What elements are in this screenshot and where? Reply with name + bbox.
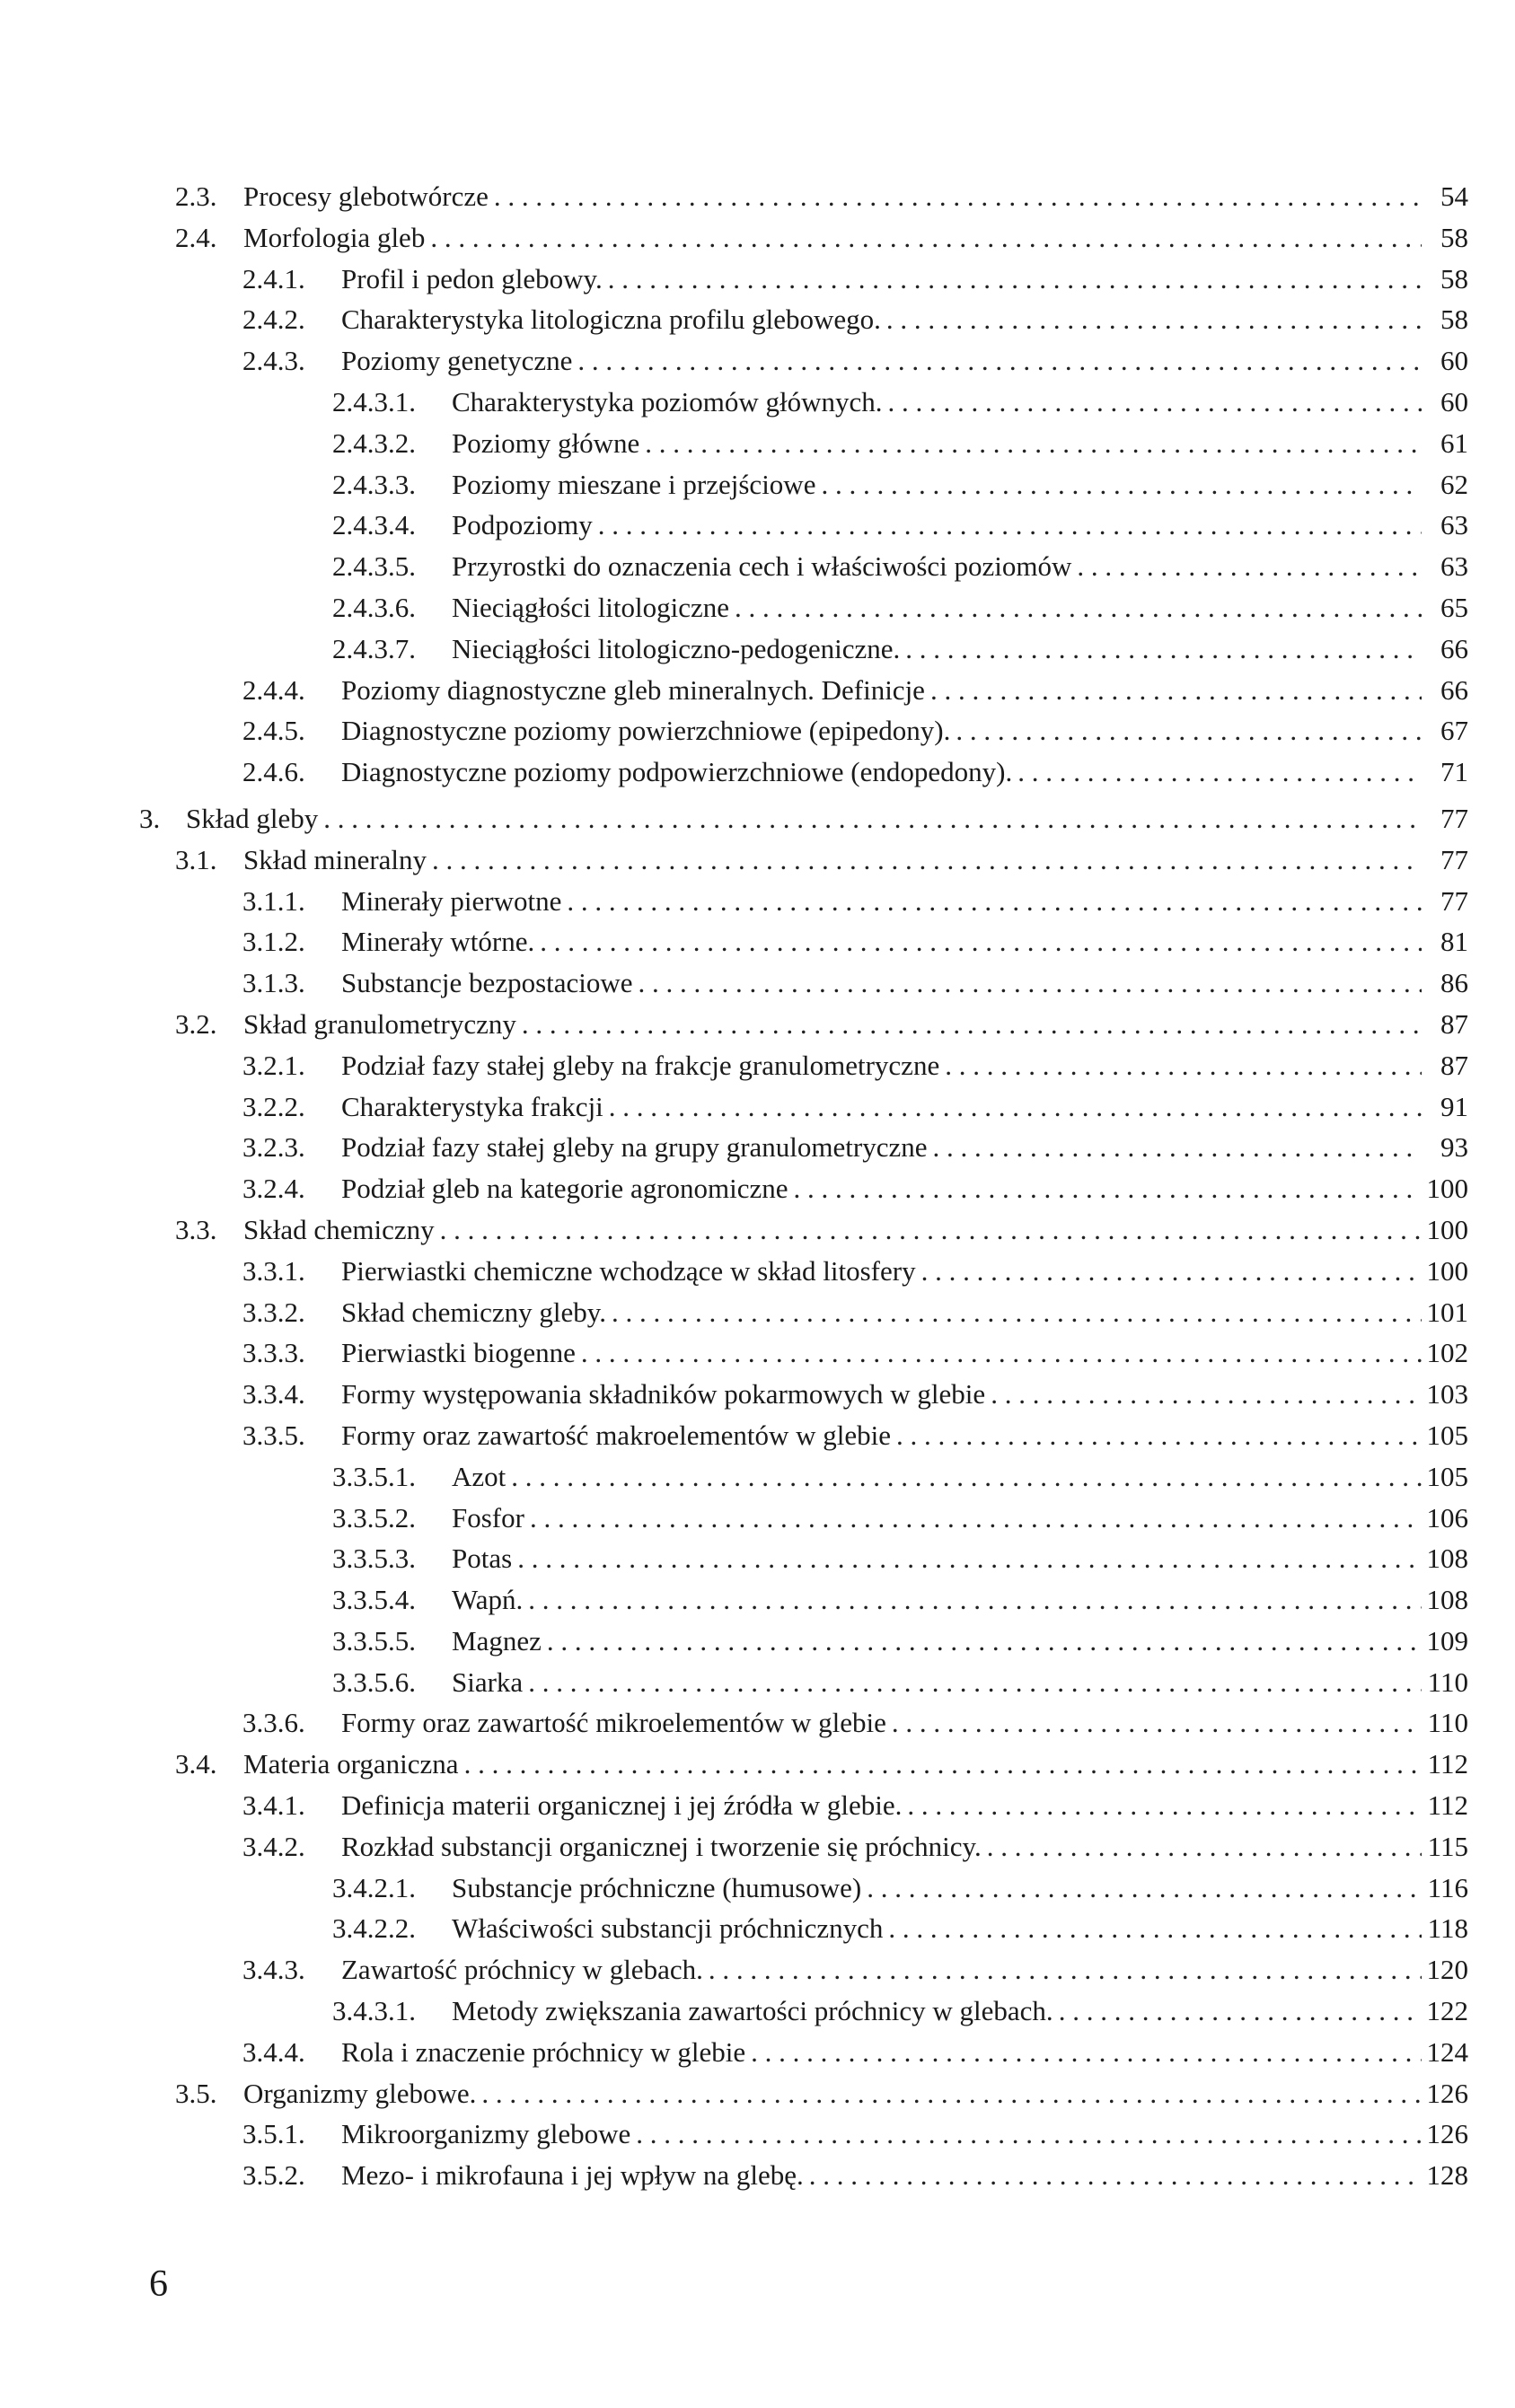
toc-entry-page: 118 (1427, 1912, 1468, 1945)
toc-entry-page: 103 (1426, 1378, 1468, 1411)
toc-entry-page: 100 (1426, 1254, 1468, 1287)
toc-entry-title: Przyrostki do oznaczenia cech i właściwości poziomów (452, 550, 1072, 583)
dot-leader (598, 505, 1422, 546)
toc-entry-page: 112 (1427, 1748, 1468, 1780)
toc-entry-number: 2.4.4. (242, 673, 305, 706)
toc-entry (139, 751, 1468, 793)
toc-entry-page: 87 (1440, 1007, 1468, 1040)
toc-entry-number: 3.1. (175, 843, 217, 875)
toc-entry-page: 112 (1427, 1789, 1468, 1822)
toc-entry-page: 116 (1427, 1871, 1468, 1903)
toc-entry (139, 2114, 1468, 2155)
toc-entry-page: 91 (1440, 1090, 1468, 1122)
toc-entry-title: Substancje bezpostaciowe (341, 967, 633, 999)
dot-leader (528, 1579, 1421, 1621)
table-of-contents (139, 176, 1468, 2196)
toc-entry-title: Rozkład substancji organicznej i tworzenie się próchnicy. (341, 1830, 982, 1862)
toc-entry (139, 1621, 1468, 1662)
toc-entry (139, 1744, 1468, 1785)
toc-entry-title: Wapń. (452, 1584, 524, 1616)
toc-entry-title: Charakterystyka frakcji (341, 1090, 603, 1122)
dot-leader (888, 382, 1422, 423)
toc-entry-number: 2.4.3.3. (332, 468, 416, 500)
toc-entry (139, 2073, 1468, 2114)
dot-leader (867, 1868, 1422, 1909)
dot-leader (794, 1168, 1422, 1209)
toc-entry-title: Poziomy mieszane i przejściowe (452, 468, 816, 500)
toc-entry-page: 108 (1426, 1542, 1468, 1575)
toc-entry-page: 102 (1426, 1337, 1468, 1369)
dot-leader (930, 670, 1422, 711)
toc-entry (139, 1702, 1468, 1744)
toc-entry-number: 3.3.6. (242, 1707, 305, 1739)
toc-entry (139, 710, 1468, 751)
toc-entry (139, 1949, 1468, 1991)
toc-entry-number: 2.4. (175, 221, 217, 253)
toc-entry-page: 126 (1426, 2118, 1468, 2150)
toc-entry-number: 3.1.1. (242, 884, 305, 917)
toc-entry-page: 120 (1426, 1954, 1468, 1986)
toc-entry-number: 3.4.3.1. (332, 1995, 416, 2027)
toc-entry-title: Skład chemiczny gleby. (341, 1296, 606, 1328)
toc-entry (139, 628, 1468, 670)
dot-leader (530, 1498, 1422, 1539)
dot-leader (896, 1415, 1421, 1456)
toc-entry-title: Podział fazy stałej gleby na frakcje granulometryczne (341, 1049, 940, 1081)
toc-entry-page: 110 (1427, 1707, 1468, 1739)
toc-entry-number: 2.3. (175, 180, 217, 212)
toc-entry-number: 3.4.2. (242, 1830, 305, 1862)
toc-entry (139, 1826, 1468, 1868)
dot-leader (991, 1374, 1421, 1415)
toc-entry-title: Diagnostyczne poziomy powierzchniowe (epipedony). (341, 715, 951, 747)
toc-entry (139, 382, 1468, 423)
toc-entry-title: Minerały pierwotne (341, 884, 562, 917)
toc-entry (139, 1086, 1468, 1128)
dot-leader (636, 2114, 1421, 2155)
toc-entry-number: 3.5.2. (242, 2159, 305, 2192)
toc-entry-page: 71 (1440, 756, 1468, 788)
toc-entry-title: Substancje próchniczne (humusowe) (452, 1871, 862, 1903)
dot-leader (645, 423, 1422, 464)
toc-entry-page: 128 (1426, 2159, 1468, 2192)
toc-entry-page: 67 (1440, 715, 1468, 747)
toc-entry (139, 670, 1468, 711)
toc-entry-page: 101 (1426, 1296, 1468, 1328)
dot-leader (547, 1621, 1422, 1662)
dot-leader (528, 1662, 1422, 1703)
dot-leader (432, 839, 1422, 881)
dot-leader (809, 2155, 1422, 2196)
toc-entry (139, 962, 1468, 1004)
toc-entry-title: Skład granulometryczny (243, 1007, 516, 1040)
dot-leader (639, 962, 1422, 1004)
toc-entry-title: Skład chemiczny (243, 1213, 435, 1245)
toc-entry-number: 3.3.5.3. (332, 1542, 416, 1575)
toc-entry-number: 2.4.1. (242, 262, 305, 294)
toc-entry-number: 3.2.4. (242, 1173, 305, 1205)
dot-leader (609, 1086, 1422, 1128)
dot-leader (1017, 751, 1422, 793)
toc-entry-page: 66 (1440, 632, 1468, 664)
toc-entry (139, 464, 1468, 505)
toc-entry (139, 1538, 1468, 1579)
toc-entry (139, 1004, 1468, 1045)
dot-leader (577, 340, 1422, 382)
toc-entry-page: 61 (1440, 426, 1468, 459)
toc-entry-title: Magnez (452, 1624, 542, 1657)
toc-entry-page: 58 (1440, 221, 1468, 253)
toc-entry-number: 2.4.3.1. (332, 385, 416, 417)
toc-entry-page: 126 (1426, 2077, 1468, 2109)
toc-entry (139, 587, 1468, 628)
toc-entry-page: 106 (1426, 1501, 1468, 1534)
toc-entry-title: Podział fazy stałej gleby na grupy granulometryczne (341, 1131, 928, 1164)
toc-entry-title: Definicja materii organicznej i jej źródła w glebie. (341, 1789, 903, 1822)
toc-entry (139, 1991, 1468, 2032)
toc-entry-number: 3.3.2. (242, 1296, 305, 1328)
toc-entry-page: 100 (1426, 1213, 1468, 1245)
toc-entry (139, 798, 1468, 839)
toc-entry-page: 115 (1427, 1830, 1468, 1862)
toc-entry (139, 1332, 1468, 1374)
toc-entry-number: 3.2. (175, 1007, 217, 1040)
toc-entry-title: Organizmy glebowe. (243, 2077, 477, 2109)
dot-leader (907, 1785, 1422, 1826)
dot-leader (987, 1826, 1422, 1868)
toc-entry-number: 3.3.5.5. (332, 1624, 416, 1657)
toc-entry-title: Siarka (452, 1665, 524, 1698)
toc-entry (139, 1785, 1468, 1826)
dot-leader (511, 1456, 1421, 1498)
toc-entry-page: 87 (1440, 1049, 1468, 1081)
toc-entry-title: Mikroorganizmy glebowe (341, 2118, 631, 2150)
dot-leader (323, 798, 1422, 839)
toc-entry (139, 2155, 1468, 2196)
dot-leader (709, 1949, 1422, 1991)
toc-entry-page: 54 (1440, 180, 1468, 212)
dot-leader (540, 921, 1422, 962)
toc-entry-page: 109 (1426, 1624, 1468, 1657)
toc-entry-title: Formy oraz zawartość makroelementów w glebie (341, 1419, 892, 1451)
toc-entry-page: 122 (1426, 1995, 1468, 2027)
toc-entry-title: Pierwiastki biogenne (341, 1337, 576, 1369)
toc-entry-title: Metody zwiększania zawartości próchnicy w glebach. (452, 1995, 1053, 2027)
toc-entry-title: Właściwości substancji próchnicznych (452, 1912, 884, 1945)
dot-leader (581, 1332, 1422, 1374)
dot-leader (522, 1004, 1422, 1045)
dot-leader (430, 217, 1422, 259)
toc-entry (139, 1251, 1468, 1292)
toc-entry-title: Morfologia gleb (243, 221, 426, 253)
toc-entry-number: 3.3.4. (242, 1378, 305, 1411)
toc-entry (139, 340, 1468, 382)
toc-entry-page: 60 (1440, 385, 1468, 417)
toc-entry-number: 2.4.3.4. (332, 509, 416, 541)
toc-entry-number: 2.4.3. (242, 345, 305, 377)
toc-entry (139, 217, 1468, 259)
dot-leader (888, 1908, 1422, 1949)
toc-entry-title: Potas (452, 1542, 513, 1575)
toc-entry-number: 3.2.2. (242, 1090, 305, 1122)
toc-entry-number: 3.3.5.2. (332, 1501, 416, 1534)
toc-entry-page: 100 (1426, 1173, 1468, 1205)
toc-entry-title: Materia organiczna (243, 1748, 459, 1780)
toc-entry (139, 1498, 1468, 1539)
dot-leader (494, 176, 1422, 217)
dot-leader (751, 2032, 1421, 2073)
toc-entry-page: 65 (1440, 591, 1468, 623)
toc-entry (139, 921, 1468, 962)
toc-entry-title: Poziomy główne (452, 426, 640, 459)
toc-entry (139, 259, 1468, 300)
toc-entry-page: 86 (1440, 967, 1468, 999)
toc-entry-title: Rola i znaczenie próchnicy w glebie (341, 2035, 746, 2068)
toc-entry (139, 1415, 1468, 1456)
toc-entry (139, 1292, 1468, 1333)
toc-entry-number: 3.4.1. (242, 1789, 305, 1822)
toc-entry-title: Nieciągłości litologiczne (452, 591, 730, 623)
toc-entry-number: 3.5. (175, 2077, 217, 2109)
toc-entry-page: 105 (1426, 1419, 1468, 1451)
toc-entry-page: 124 (1426, 2035, 1468, 2068)
toc-entry-page: 66 (1440, 673, 1468, 706)
toc-entry-number: 3.4.3. (242, 1954, 305, 1986)
toc-entry-number: 3.1.2. (242, 926, 305, 958)
toc-entry (139, 299, 1468, 340)
dot-leader (905, 628, 1422, 670)
toc-entry-number: 3.1.3. (242, 967, 305, 999)
toc-entry-page: 93 (1440, 1131, 1468, 1164)
toc-entry-number: 3.3.5. (242, 1419, 305, 1451)
dot-leader (1077, 546, 1422, 587)
dot-leader (612, 1292, 1422, 1333)
toc-entry-title: Diagnostyczne poziomy podpowierzchniowe (endopedony). (341, 756, 1013, 788)
toc-entry (139, 1127, 1468, 1168)
toc-entry-number: 3.5.1. (242, 2118, 305, 2150)
toc-entry-title: Podpoziomy (452, 509, 593, 541)
toc-entry (139, 505, 1468, 546)
toc-entry (139, 546, 1468, 587)
dot-leader (735, 587, 1422, 628)
toc-entry-title: Skład gleby (186, 802, 319, 834)
toc-entry (139, 1168, 1468, 1209)
toc-entry-page: 81 (1440, 926, 1468, 958)
toc-entry-number: 2.4.6. (242, 756, 305, 788)
toc-entry (139, 176, 1468, 217)
toc-entry-page: 58 (1440, 303, 1468, 336)
toc-entry-number: 3.3.1. (242, 1254, 305, 1287)
toc-entry-number: 2.4.3.6. (332, 591, 416, 623)
toc-entry (139, 1374, 1468, 1415)
toc-entry-page: 108 (1426, 1584, 1468, 1616)
page-number: 6 (149, 2263, 168, 2305)
toc-entry-page: 105 (1426, 1460, 1468, 1492)
toc-entry-title: Poziomy genetyczne (341, 345, 573, 377)
toc-entry-title: Formy oraz zawartość mikroelementów w glebie (341, 1707, 886, 1739)
dot-leader (517, 1538, 1421, 1579)
toc-entry-page: 60 (1440, 345, 1468, 377)
toc-entry-page: 63 (1440, 509, 1468, 541)
toc-entry-title: Procesy glebotwórcze (243, 180, 489, 212)
toc-entry-number: 3.2.1. (242, 1049, 305, 1081)
toc-entry-number: 3.4.4. (242, 2035, 305, 2068)
toc-entry-title: Skład mineralny (243, 843, 427, 875)
toc-entry-page: 77 (1440, 884, 1468, 917)
toc-entry-page: 63 (1440, 550, 1468, 583)
toc-entry-page: 58 (1440, 262, 1468, 294)
toc-entry-title: Podział gleb na kategorie agronomiczne (341, 1173, 788, 1205)
toc-entry-title: Poziomy diagnostyczne gleb mineralnych. Definicje (341, 673, 925, 706)
dot-leader (481, 2073, 1421, 2114)
dot-leader (440, 1209, 1422, 1251)
toc-entry-page: 110 (1427, 1665, 1468, 1698)
dot-leader (956, 710, 1422, 751)
toc-entry-title: Charakterystyka litologiczna profilu glebowego. (341, 303, 881, 336)
dot-leader (821, 464, 1422, 505)
toc-entry-title: Charakterystyka poziomów głównych. (452, 385, 883, 417)
toc-entry-page: 62 (1440, 468, 1468, 500)
toc-entry-number: 2.4.2. (242, 303, 305, 336)
toc-entry-page: 77 (1440, 802, 1468, 834)
toc-entry-number: 3.4.2.1. (332, 1871, 416, 1903)
toc-entry-number: 3.3.5.6. (332, 1665, 416, 1698)
toc-entry-title: Profil i pedon glebowy. (341, 262, 603, 294)
toc-entry-number: 2.4.5. (242, 715, 305, 747)
toc-entry (139, 1045, 1468, 1086)
toc-entry-title: Nieciągłości litologiczno-pedogeniczne. (452, 632, 901, 664)
dot-leader (608, 259, 1422, 300)
toc-entry-number: 2.4.3.5. (332, 550, 416, 583)
toc-entry-number: 2.4.3.7. (332, 632, 416, 664)
toc-entry-number: 2.4.3.2. (332, 426, 416, 459)
dot-leader (886, 299, 1422, 340)
dot-leader (932, 1127, 1422, 1168)
toc-entry-number: 3.4. (175, 1748, 217, 1780)
toc-entry-number: 3.2.3. (242, 1131, 305, 1164)
toc-entry (139, 1456, 1468, 1498)
toc-entry (139, 2032, 1468, 2073)
toc-entry-page: 77 (1440, 843, 1468, 875)
dot-leader (464, 1744, 1422, 1785)
toc-entry (139, 1209, 1468, 1251)
toc-entry (139, 839, 1468, 881)
toc-entry (139, 423, 1468, 464)
dot-leader (945, 1045, 1422, 1086)
toc-entry-number: 3.3.3. (242, 1337, 305, 1369)
toc-entry-number: 3.3.5.1. (332, 1460, 416, 1492)
toc-entry-title: Zawartość próchnicy w glebach. (341, 1954, 703, 1986)
toc-entry (139, 1662, 1468, 1703)
dot-leader (892, 1702, 1422, 1744)
toc-entry (139, 881, 1468, 922)
dot-leader (567, 881, 1422, 922)
dot-leader (921, 1251, 1422, 1292)
toc-entry-title: Minerały wtórne. (341, 926, 535, 958)
toc-entry-title: Formy występowania składników pokarmowych w glebie (341, 1378, 986, 1411)
toc-entry-title: Mezo- i mikrofauna i jej wpływ na glebę. (341, 2159, 804, 2192)
toc-entry-number: 3. (139, 802, 161, 834)
toc-entry (139, 1579, 1468, 1621)
toc-entry-title: Fosfor (452, 1501, 524, 1534)
toc-entry-title: Pierwiastki chemiczne wchodzące w skład litosfery (341, 1254, 916, 1287)
toc-entry (139, 1868, 1468, 1909)
toc-entry (139, 1908, 1468, 1949)
toc-entry-number: 3.3. (175, 1213, 217, 1245)
toc-entry-title: Azot (452, 1460, 506, 1492)
dot-leader (1059, 1991, 1422, 2032)
toc-entry-number: 3.3.5.4. (332, 1584, 416, 1616)
toc-entry-number: 3.4.2.2. (332, 1912, 416, 1945)
